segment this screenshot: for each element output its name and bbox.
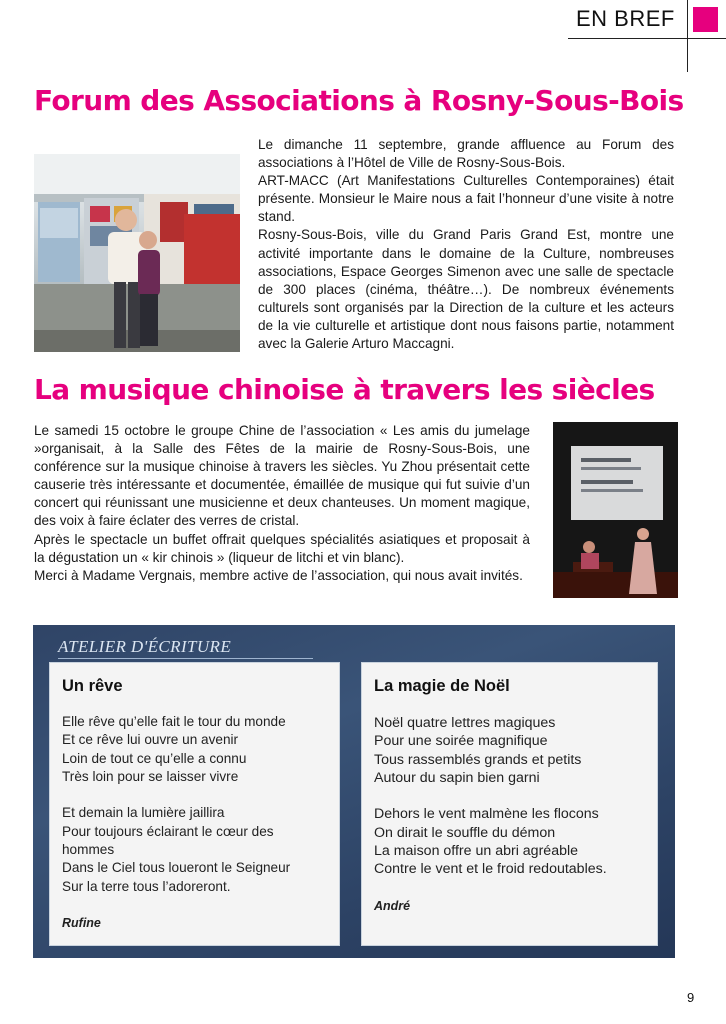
poem-line: La maison offre un abri agréable bbox=[374, 843, 579, 860]
poem-line: Dans le Ciel tous loueront le Seigneur bbox=[62, 860, 291, 876]
atelier-heading-rule bbox=[58, 658, 313, 659]
paragraph: Après le spectacle un buffet offrait quelques spécialités asiatiques et proposait à la dégustation un « kir chinois » (liqueur de litchi et vin blanc). bbox=[34, 531, 530, 565]
poem-line: On dirait le souffle du démon bbox=[374, 824, 556, 841]
poem-author: Rufine bbox=[62, 916, 101, 930]
poem-line: Pour une soirée magnifique bbox=[374, 733, 548, 750]
section-label: EN BREF bbox=[576, 6, 675, 31]
poem-line: Contre le vent et le froid redoutables. bbox=[374, 861, 607, 878]
poem-line: Dehors le vent malmène les flocons bbox=[374, 806, 599, 823]
poem-card-magie-de-noel bbox=[361, 662, 658, 946]
paragraph: Rosny-Sous-Bois, ville du Grand Paris Grand Est, montre une activité importante dans le domaine de la Culture, nombreuses associations, Espace Georges Simenon avec une salle de spectacle de 300 places (cinéma, théâtre…). De nombreux événements culturels sont organisés par la Direction de la culture et les acteurs de la vie culturelle et artistique dont nous faisons partie, notamment avec la Galerie Arturo Maccagni. bbox=[258, 227, 674, 352]
article-title-forum: Forum des Associations à Rosny-Sous-Bois bbox=[34, 84, 684, 117]
poem-line: Et demain la lumière jaillira bbox=[62, 805, 225, 821]
poem-line: Et ce rêve lui ouvre un avenir bbox=[62, 732, 239, 748]
poem-line: Tous rassemblés grands et petits bbox=[374, 751, 582, 768]
header-vertical-rule bbox=[687, 0, 688, 72]
header-rule bbox=[568, 38, 726, 39]
page-number: 9 bbox=[687, 990, 695, 1005]
article-title-musique: La musique chinoise à travers les siècles bbox=[34, 373, 655, 406]
poem-line: Pour toujours éclairant le cœur des bbox=[62, 823, 274, 839]
stanza-break bbox=[62, 786, 329, 804]
concert-photo bbox=[553, 422, 678, 598]
poem-body bbox=[62, 713, 329, 896]
poem-line: Autour du sapin bien garni bbox=[374, 769, 540, 786]
stanza-break bbox=[374, 787, 647, 805]
poem-title: Un rêve bbox=[62, 677, 123, 695]
poem-author: André bbox=[374, 899, 411, 913]
forum-photo bbox=[34, 154, 240, 352]
poem-line: Elle rêve qu’elle fait le tour du monde bbox=[62, 714, 286, 729]
paragraph: Le samedi 15 octobre le groupe Chine de l’association « Les amis du jumelage »organisait, à la Salle des Fêtes de la mairie de Rosny-Sous-Bois, une conférence sur la musique chinoise à travers les siècles. Yu Zhou présentait cette causerie très intéressante et documentée, émaillée de musique qui fut suivie d’un concert qui réunissant une musicienne et deux chanteuses. Un moment magique, des voix à faire éclater des verres de cristal. bbox=[34, 423, 530, 529]
poem-card-un-reve bbox=[49, 662, 340, 946]
poem-line: hommes bbox=[62, 842, 115, 858]
paragraph: Merci à Madame Vergnais, membre active de l’association, qui nous avait invités. bbox=[34, 567, 523, 583]
forum-article-text bbox=[258, 136, 674, 353]
paragraph: ART-MACC (Art Manifestations Culturelles Contemporaines) était présente. Monsieur le Maire nous a fait l’honneur d’une visite à notre stand. bbox=[258, 173, 674, 225]
musique-article-text bbox=[34, 422, 530, 585]
poem-body bbox=[374, 714, 647, 879]
poem-line: Loin de tout ce qu’elle a connu bbox=[62, 750, 247, 766]
poem-line: Sur la terre tous l’adoreront. bbox=[62, 878, 231, 894]
atelier-heading: ATELIER D'ÉCRITURE bbox=[58, 637, 232, 656]
atelier-ecriture-panel bbox=[33, 625, 675, 958]
poem-line: Noël quatre lettres magiques bbox=[374, 715, 556, 731]
accent-square bbox=[693, 7, 718, 32]
poem-line: Très loin pour se laisser vivre bbox=[62, 768, 239, 784]
poem-title: La magie de Noël bbox=[374, 677, 510, 695]
paragraph: Le dimanche 11 septembre, grande affluence au Forum des associations à l’Hôtel de Ville de Rosny-Sous-Bois. bbox=[258, 137, 674, 171]
